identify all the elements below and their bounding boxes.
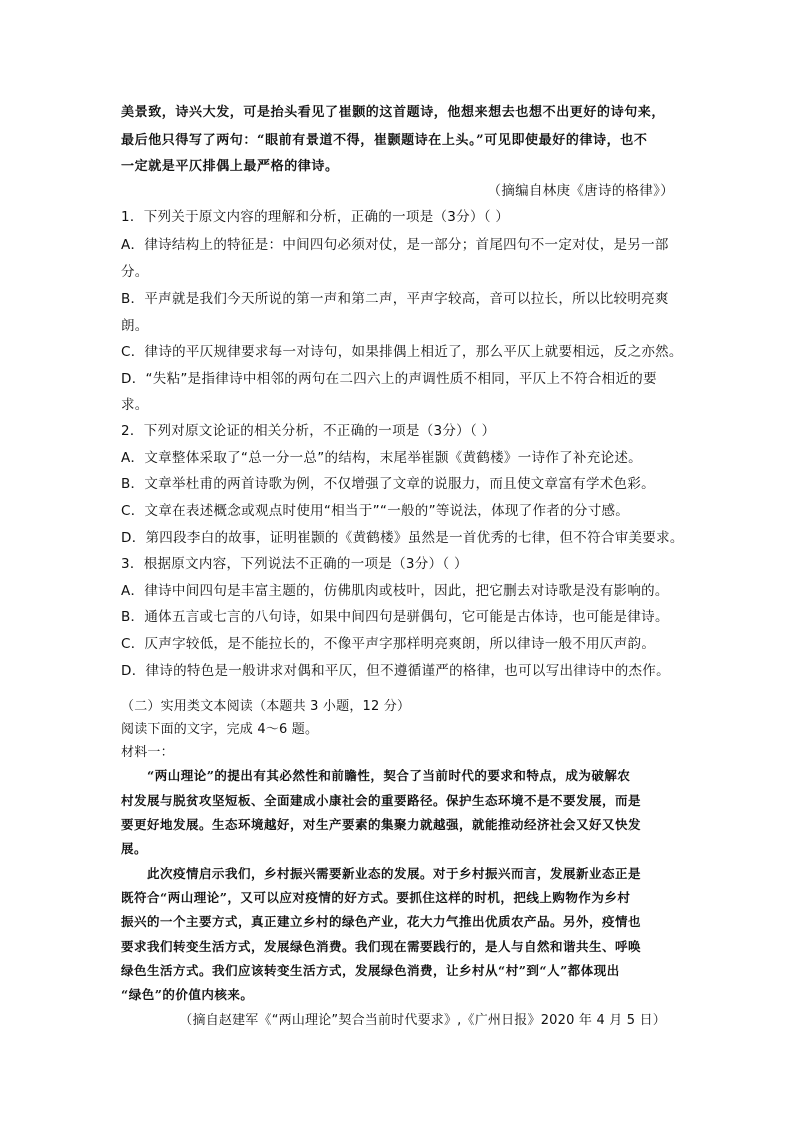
- material-para-line: 此次疫情启示我们，乡村振兴需要新业态的发展。对于乡村振兴而言，发展新业态正是: [147, 866, 642, 881]
- passage-source: （摘编自林庚《唐诗的格律》）: [487, 183, 674, 199]
- material-para-line: 绿色生活方式。我们应该转变生活方式，发展绿色消费，让乡村从“村”到“人”都体现出: [121, 963, 620, 978]
- material-para-line: 展。: [121, 841, 148, 856]
- question-1-option-b-cont: 朗。: [121, 318, 149, 334]
- material-para-line: 振兴的一个主要方式，真正建立乡村的绿色产业，花大力气推出优质农产品。另外，疫情也: [121, 914, 642, 929]
- passage-line: 最后他只得写了两句：“眼前有景道不得，崔颢题诗在上头。”可见即使最好的律诗，也不: [121, 133, 648, 148]
- question-1-option-d: D．“失粘”是指律诗中相邻的两句在二四六上的声调性质不相同，平仄上不符合相近的要: [121, 371, 657, 387]
- section-2-title: （二）实用类文本阅读（本题共 3 小题，12 分）: [121, 699, 411, 714]
- question-3-option-a: A．律诗中间四句是丰富主题的，仿佛肌肉或枝叶，因此，把它删去对诗歌是没有影响的。: [121, 583, 669, 599]
- question-1-option-d-cont: 求。: [121, 397, 149, 413]
- passage-line: 一定就是平仄排偶上最严格的律诗。: [121, 159, 339, 174]
- question-2-option-c: C．文章在表述概念或观点时使用“相当于”“一般的”等说法，体现了作者的分寸感。: [121, 503, 630, 519]
- material-para-line: 要求我们转变生活方式，发展绿色消费。我们现在需要践行的，是人与自然和谐共生、呼唤: [121, 939, 642, 954]
- question-2-stem: 2．下列对原文论证的相关分析，不正确的一项是（3分）（ ）: [121, 423, 496, 439]
- material-para-line: 村发展与脱贫攻坚短板、全面建成小康社会的重要路径。保护生态环境不是不要发展，而是: [121, 793, 642, 808]
- question-1-option-a: A．律诗结构上的特征是：中间四句必须对仗，是一部分；首尾四句不一定对仗，是另一部: [121, 237, 669, 253]
- material-para-line: “绿色”的价值内核来。: [121, 987, 254, 1002]
- passage-line: 美景致，诗兴大发，可是抬头看见了崔颢的这首题诗，他想来想去也想不出更好的诗句来，: [121, 105, 666, 120]
- material-para-line: 要更好地发展。生态环境越好，对生产要素的集聚力就越强，就能推动经济社会又好又快发: [121, 817, 642, 832]
- question-1-option-c: C．律诗的平仄规律要求每一对诗句，如果排偶上相近了，那么平仄上就要相远，反之亦然。: [121, 344, 683, 360]
- material-para-line: “两山理论”的提出有其必然性和前瞻性，契合了当前时代的要求和特点，成为破解农: [147, 768, 631, 783]
- material-source: （摘自赵建军《“两山理论”契合当前时代要求》,《广州日报》2020 年 4 月 5 日）: [179, 1013, 666, 1028]
- question-3-option-c: C．仄声字较低，是不能拉长的，不像平声字那样明亮爽朗，所以律诗一般不用仄声韵。: [121, 636, 656, 652]
- question-2-option-a: A．文章整体采取了“总一分一总”的结构，末尾举崔颢《黄鹤楼》一诗作了补充论述。: [121, 450, 642, 466]
- question-1-stem: 1．下列关于原文内容的理解和分析，正确的一项是（3分）（ ）: [121, 209, 510, 225]
- question-3-option-b: B．通体五言或七言的八句诗，如果中间四句是骈偶句，它可能是古体诗，也可能是律诗。: [121, 609, 669, 625]
- material-para-line: 既符合“两山理论”，又可以应对疫情的好方式。要抓住这样的时机，把线上购物作为乡村: [121, 890, 631, 905]
- question-3-stem: 3．根据原文内容，下列说法不正确的一项是（3分）（ ）: [121, 556, 468, 572]
- material-label: 材料一：: [121, 745, 174, 760]
- question-3-option-d: D．律诗的特色是一般讲求对偶和平仄，但不遵循谨严的格律，也可以写出律诗中的杰作。: [121, 663, 670, 679]
- question-2-option-d: D．第四段李白的故事，证明崔颢的《黄鹤楼》虽然是一首优秀的七律，但不符合审美要求。: [121, 530, 684, 546]
- section-2-instruction: 阅读下面的文字，完成 4～6 题。: [121, 722, 319, 737]
- question-1-option-b: B．平声就是我们今天所说的第一声和第二声，平声字较高，音可以拉长，所以比较明亮爽: [121, 291, 669, 307]
- question-1-option-a-cont: 分。: [121, 264, 149, 280]
- question-2-option-b: B．文章举杜甫的两首诗歌为例，不仅增强了文章的说服力，而且使文章富有学术色彩。: [121, 476, 655, 492]
